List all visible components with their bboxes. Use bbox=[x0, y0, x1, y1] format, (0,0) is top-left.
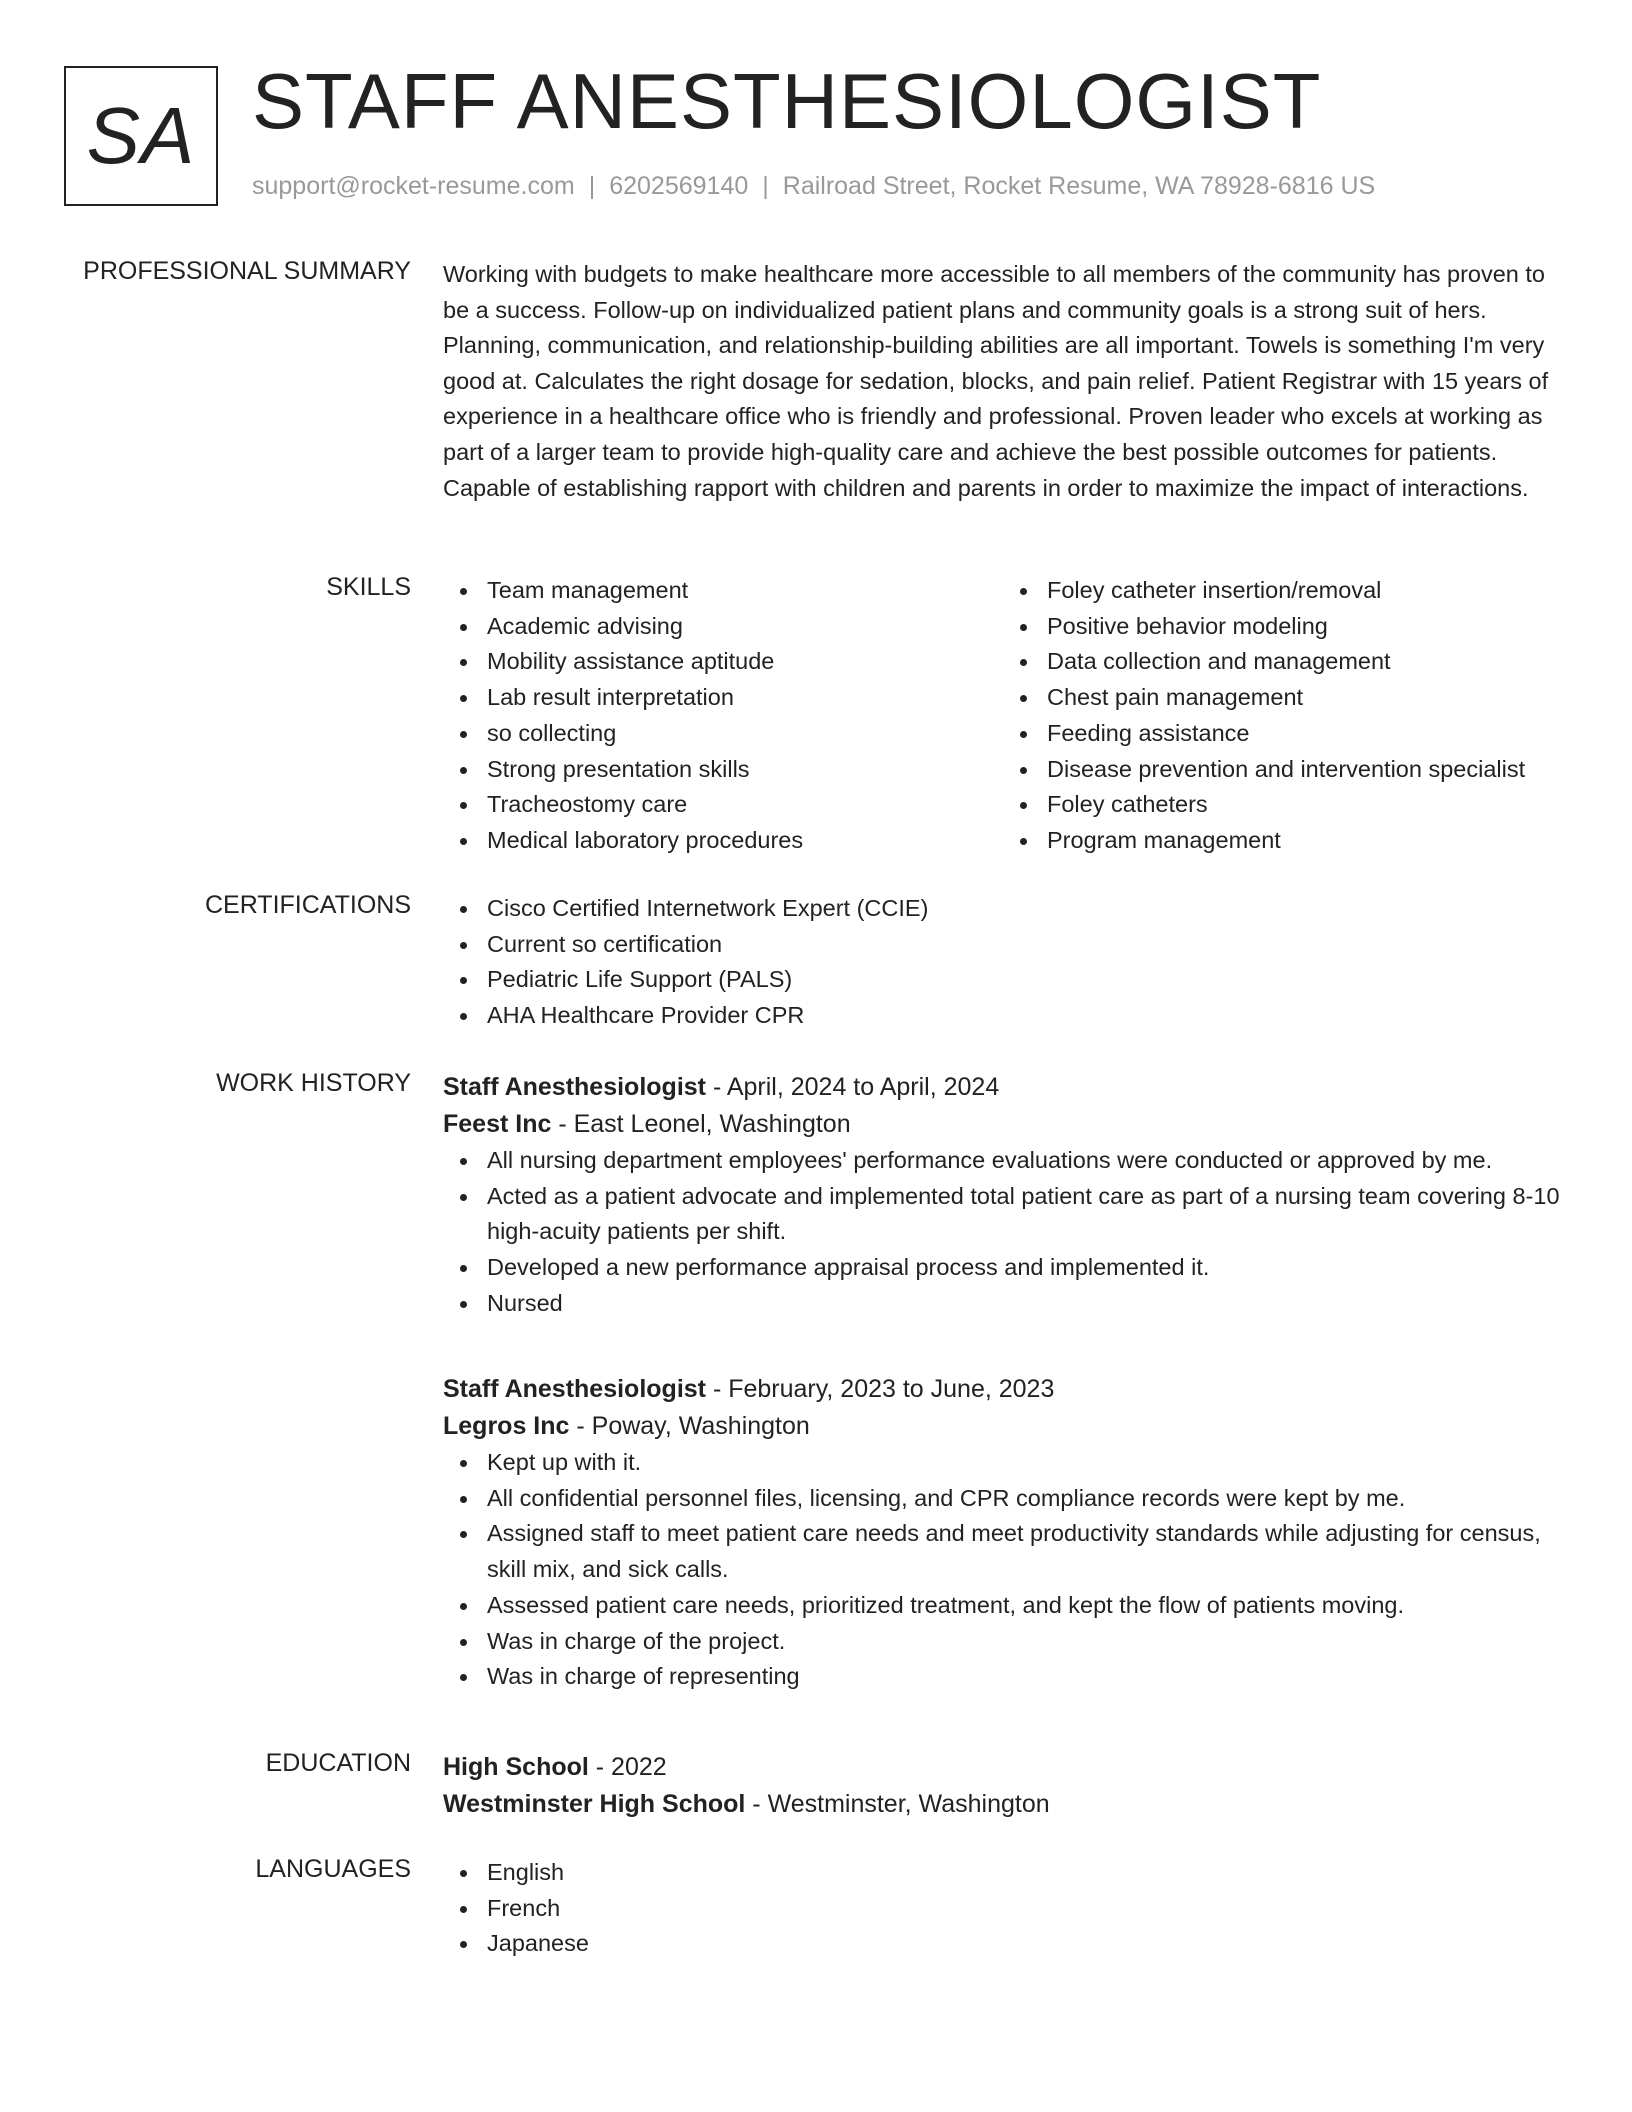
job-company-line bbox=[443, 1407, 1563, 1445]
skill-item: Academic advising bbox=[487, 609, 1003, 645]
skill-item: Mobility assistance aptitude bbox=[487, 644, 1003, 680]
skill-item: Lab result interpretation bbox=[487, 680, 1003, 716]
candidate-name: STAFF ANESTHESIOLOGIST bbox=[252, 57, 1322, 145]
skill-item: Disease prevention and intervention specialist bbox=[1047, 752, 1563, 788]
section-label-education: EDUCATION bbox=[265, 1749, 411, 1777]
job-company-line bbox=[443, 1105, 1563, 1143]
skill-item: Team management bbox=[487, 573, 1003, 609]
certification-item: AHA Healthcare Provider CPR bbox=[487, 998, 1563, 1034]
education-location: - Westminster, Washington bbox=[745, 1790, 1050, 1818]
education-school: Westminster High School bbox=[443, 1790, 746, 1818]
initials-monogram: SA bbox=[64, 66, 218, 206]
summary-text: Working with budgets to make healthcare more accessible to all members of the community has proven to be a success. Follow-up on individualized patient plans and community goals is a strong suit of hers. Planning, communication, and relationship-building abilities are all important. Towels is something I'm very good at. Calculates the right dosage for sedation, blocks, and pain relief. Patient Registrar with 15 years of experience in a healthcare office who is friendly and professional. Proven leader who excels at working as part of a larger team to provide high-quality care and achieve the best possible outcomes for patients. Capable of establishing rapport with children and parents in order to maximize the impact of interactions. bbox=[443, 261, 1549, 501]
job-title: Staff Anesthesiologist bbox=[443, 1073, 706, 1101]
job-duty: Assessed patient care needs, prioritized treatment, and kept the flow of patients moving. bbox=[487, 1588, 1563, 1624]
certification-item: Current so certification bbox=[487, 927, 1563, 963]
skill-item: Tracheostomy care bbox=[487, 787, 1003, 823]
section-label-languages: LANGUAGES bbox=[255, 1855, 411, 1883]
job-dates: - April, 2024 to April, 2024 bbox=[706, 1073, 1000, 1101]
skill-item: Data collection and management bbox=[1047, 644, 1563, 680]
job-duty: Was in charge of representing bbox=[487, 1659, 1563, 1695]
skill-item: Positive behavior modeling bbox=[1047, 609, 1563, 645]
contact-separator: | bbox=[762, 172, 769, 200]
job-entry bbox=[443, 1069, 1563, 1322]
skill-item: so collecting bbox=[487, 716, 1003, 752]
job-entry bbox=[443, 1371, 1563, 1695]
skill-item: Foley catheter insertion/removal bbox=[1047, 573, 1563, 609]
section-label-summary: PROFESSIONAL SUMMARY bbox=[83, 257, 411, 285]
education-school-line bbox=[443, 1785, 1563, 1823]
skill-item: Medical laboratory procedures bbox=[487, 823, 1003, 859]
job-duty: All nursing department employees' performance evaluations were conducted or approved by me. bbox=[487, 1143, 1563, 1179]
contact-phone: 6202569140 bbox=[609, 172, 749, 200]
certification-item: Pediatric Life Support (PALS) bbox=[487, 962, 1563, 998]
skill-item: Foley catheters bbox=[1047, 787, 1563, 823]
skills-list-left bbox=[443, 573, 1003, 859]
section-label-certifications: CERTIFICATIONS bbox=[204, 891, 411, 919]
language-item: Japanese bbox=[487, 1926, 1563, 1962]
job-location: - Poway, Washington bbox=[569, 1412, 810, 1440]
job-duties-list bbox=[443, 1143, 1563, 1322]
job-duty: Assigned staff to meet patient care needs and meet productivity standards while adjusting for census, skill mix, and sick calls. bbox=[487, 1516, 1563, 1587]
contact-line bbox=[252, 172, 1375, 201]
skill-item: Strong presentation skills bbox=[487, 752, 1003, 788]
job-company: Feest Inc bbox=[443, 1110, 552, 1138]
job-title-line bbox=[443, 1371, 1563, 1407]
skill-item: Feeding assistance bbox=[1047, 716, 1563, 752]
job-dates: - February, 2023 to June, 2023 bbox=[706, 1375, 1055, 1403]
education-degree: High School bbox=[443, 1753, 589, 1781]
education-year: - 2022 bbox=[588, 1753, 667, 1781]
job-title: Staff Anesthesiologist bbox=[443, 1375, 706, 1403]
certifications-list bbox=[443, 891, 1563, 1034]
section-label-work-history: WORK HISTORY bbox=[216, 1069, 411, 1097]
education-degree-line bbox=[443, 1749, 1563, 1785]
job-duty: Kept up with it. bbox=[487, 1445, 1563, 1481]
certification-item: Cisco Certified Internetwork Expert (CCIE) bbox=[487, 891, 1563, 927]
languages-list bbox=[443, 1855, 1563, 1962]
contact-separator: | bbox=[588, 172, 596, 200]
job-duty: Nursed bbox=[487, 1286, 1563, 1322]
job-duty: All confidential personnel files, licensing, and CPR compliance records were kept by me. bbox=[487, 1481, 1563, 1517]
job-location: - East Leonel, Washington bbox=[551, 1110, 851, 1138]
job-title-line bbox=[443, 1069, 1563, 1105]
job-duty: Acted as a patient advocate and implemented total patient care as part of a nursing team covering 8-10 high-acuity patients per shift. bbox=[487, 1179, 1563, 1250]
contact-email: support@rocket-resume.com bbox=[252, 172, 575, 200]
job-duty: Was in charge of the project. bbox=[487, 1624, 1563, 1660]
skill-item: Program management bbox=[1047, 823, 1563, 859]
language-item: English bbox=[487, 1855, 1563, 1891]
contact-address: Railroad Street, Rocket Resume, WA 78928-6816 US bbox=[782, 172, 1376, 200]
language-item: French bbox=[487, 1891, 1563, 1927]
job-duties-list bbox=[443, 1445, 1563, 1695]
skills-list-right bbox=[1003, 573, 1563, 859]
section-label-skills: SKILLS bbox=[326, 573, 411, 601]
skill-item: Chest pain management bbox=[1047, 680, 1563, 716]
job-duty: Developed a new performance appraisal process and implemented it. bbox=[487, 1250, 1563, 1286]
job-company: Legros Inc bbox=[443, 1412, 570, 1440]
